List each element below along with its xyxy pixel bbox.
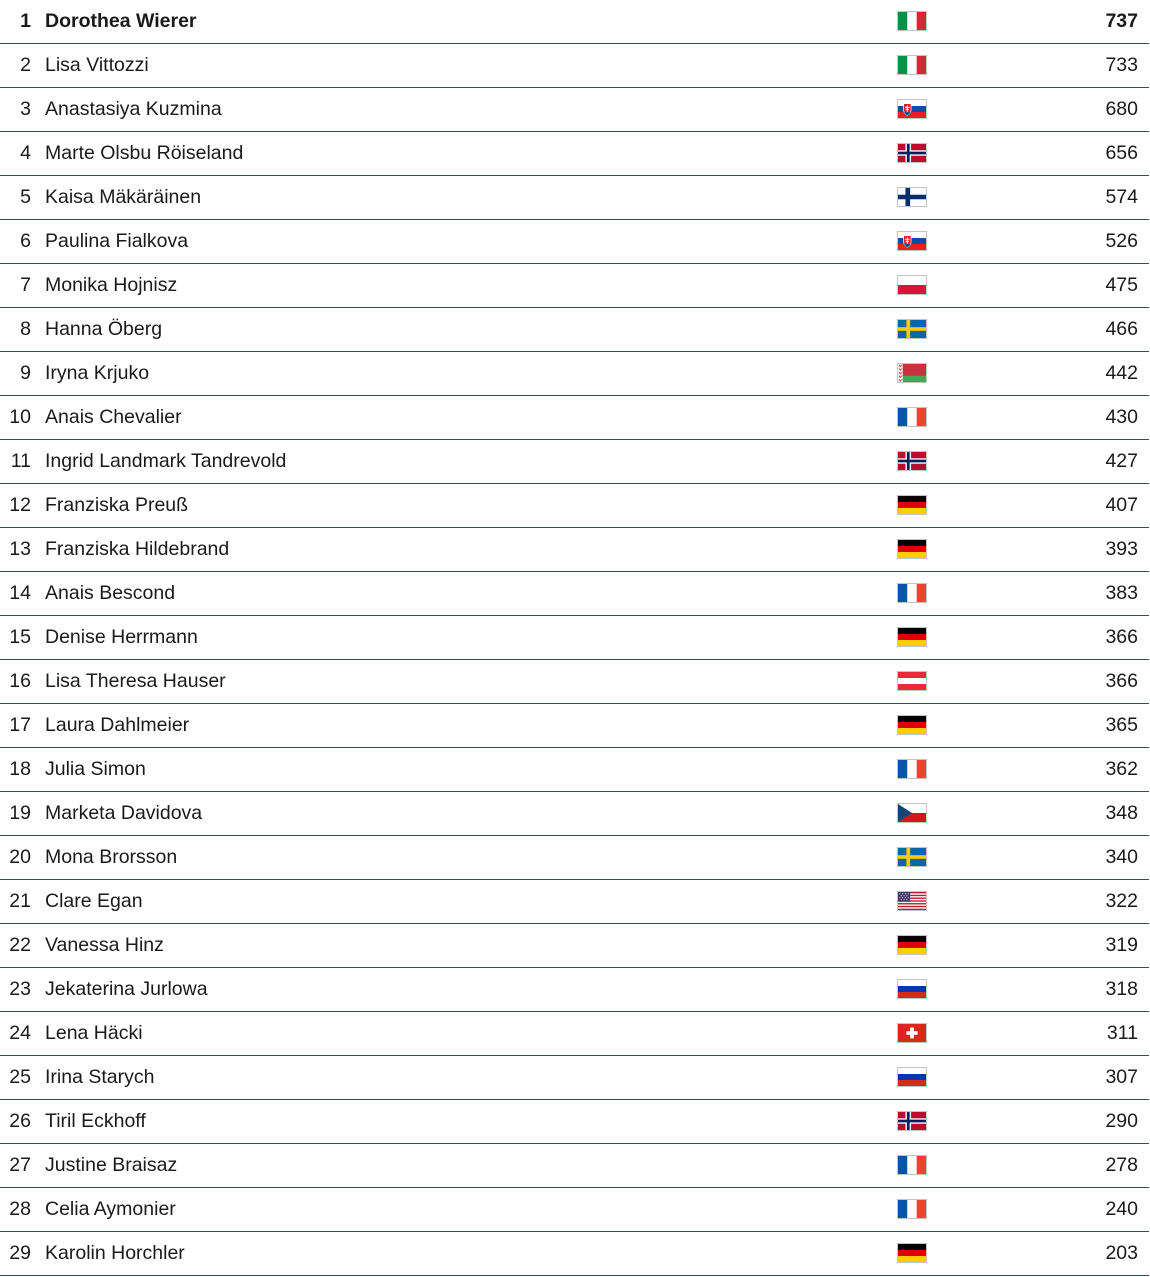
rank-cell: 3 (20, 98, 31, 120)
table-row (0, 1144, 1149, 1188)
athlete-name: Kaisa Mäkäräinen (45, 186, 202, 208)
table-row (0, 484, 1149, 528)
points-cell: 733 (1105, 54, 1138, 76)
rank-cell: 20 (9, 846, 31, 868)
rank-cell: 5 (20, 186, 31, 208)
russia-flag-icon (897, 979, 927, 999)
rank-cell: 18 (9, 758, 31, 780)
rank-cell: 11 (10, 450, 31, 472)
italy-flag-icon (897, 11, 927, 31)
norway-flag-icon (897, 1111, 927, 1131)
germany-flag-icon (897, 715, 927, 735)
points-cell: 318 (1105, 978, 1138, 1000)
table-row (0, 748, 1149, 792)
athlete-name: Lena Häcki (45, 1022, 143, 1044)
points-cell: 526 (1105, 230, 1138, 252)
points-cell: 311 (1106, 1022, 1138, 1044)
rank-cell: 12 (9, 494, 31, 516)
points-cell: 290 (1105, 1110, 1138, 1132)
rank-cell: 19 (9, 802, 31, 824)
athlete-name: Paulina Fialkova (45, 230, 189, 252)
table-row (0, 924, 1149, 968)
points-cell: 656 (1105, 142, 1138, 164)
norway-flag-icon (897, 451, 927, 471)
slovakia-flag-icon (897, 231, 927, 251)
table-row (0, 1100, 1149, 1144)
rank-cell: 1 (20, 10, 31, 32)
points-cell: 340 (1105, 846, 1138, 868)
table-row (0, 660, 1149, 704)
belarus-flag-icon (897, 363, 927, 383)
points-cell: 475 (1105, 274, 1138, 296)
table-row (0, 88, 1149, 132)
russia-flag-icon (897, 1067, 927, 1087)
points-cell: 278 (1105, 1154, 1138, 1176)
points-cell: 393 (1105, 538, 1138, 560)
athlete-name: Marketa Davidova (45, 802, 203, 824)
germany-flag-icon (897, 627, 927, 647)
italy-flag-icon (897, 55, 927, 75)
germany-flag-icon (897, 539, 927, 559)
athlete-name: Lisa Theresa Hauser (45, 670, 226, 692)
table-row (0, 616, 1149, 660)
athlete-name: Dorothea Wierer (45, 10, 197, 32)
table-row (0, 1012, 1149, 1056)
points-cell: 427 (1105, 450, 1138, 472)
points-cell: 442 (1105, 362, 1138, 384)
norway-flag-icon (897, 143, 927, 163)
table-row (0, 880, 1149, 924)
table-row (0, 132, 1149, 176)
rank-cell: 22 (9, 934, 31, 956)
table-row (0, 968, 1149, 1012)
france-flag-icon (897, 583, 927, 603)
points-cell: 203 (1105, 1242, 1138, 1264)
rank-cell: 8 (20, 318, 31, 340)
athlete-name: Anais Chevalier (45, 406, 182, 428)
athlete-name: Ingrid Landmark Tandrevold (45, 450, 287, 472)
rank-cell: 27 (9, 1154, 31, 1176)
rank-cell: 13 (9, 538, 31, 560)
rank-cell: 16 (9, 670, 31, 692)
sweden-flag-icon (897, 847, 927, 867)
table-row (0, 264, 1149, 308)
table-row (0, 1232, 1149, 1276)
athlete-name: Anastasiya Kuzmina (45, 98, 222, 120)
points-cell: 348 (1105, 802, 1138, 824)
table-row (0, 176, 1149, 220)
rank-cell: 26 (9, 1110, 31, 1132)
switzerland-flag-icon (897, 1023, 927, 1043)
rank-cell: 17 (9, 714, 31, 736)
france-flag-icon (897, 759, 927, 779)
points-cell: 430 (1105, 406, 1138, 428)
athlete-name: Julia Simon (45, 758, 146, 780)
germany-flag-icon (897, 495, 927, 515)
austria-flag-icon (897, 671, 927, 691)
athlete-name: Franziska Hildebrand (45, 538, 230, 560)
rank-cell: 25 (9, 1066, 31, 1088)
rank-cell: 28 (9, 1198, 31, 1220)
rank-cell: 7 (20, 274, 31, 296)
athlete-name: Lisa Vittozzi (45, 54, 149, 76)
sweden-flag-icon (897, 319, 927, 339)
table-row (0, 1056, 1149, 1100)
usa-flag-icon (897, 891, 927, 911)
rank-cell: 15 (9, 626, 31, 648)
points-cell: 307 (1105, 1066, 1138, 1088)
table-row (0, 0, 1149, 44)
points-cell: 240 (1105, 1198, 1138, 1220)
points-cell: 319 (1105, 934, 1138, 956)
rank-cell: 4 (20, 142, 31, 164)
athlete-name: Marte Olsbu Röiseland (45, 142, 244, 164)
rank-cell: 9 (20, 362, 31, 384)
table-row (0, 44, 1149, 88)
poland-flag-icon (897, 275, 927, 295)
athlete-name: Franziska Preuß (45, 494, 189, 516)
athlete-name: Laura Dahlmeier (45, 714, 190, 736)
czech-flag-icon (897, 803, 927, 823)
table-row (0, 572, 1149, 616)
rank-cell: 23 (9, 978, 31, 1000)
table-row (0, 352, 1149, 396)
germany-flag-icon (897, 1243, 927, 1263)
athlete-name: Denise Herrmann (45, 626, 198, 648)
rank-cell: 21 (9, 890, 31, 912)
athlete-name: Iryna Krjuko (45, 362, 150, 384)
germany-flag-icon (897, 935, 927, 955)
points-cell: 322 (1105, 890, 1138, 912)
table-row (0, 836, 1149, 880)
points-cell: 365 (1105, 714, 1138, 736)
table-row (0, 396, 1149, 440)
points-cell: 407 (1105, 494, 1138, 516)
rank-cell: 14 (9, 582, 31, 604)
slovakia-flag-icon (897, 99, 927, 119)
athlete-name: Monika Hojnisz (45, 274, 178, 296)
rank-cell: 6 (20, 230, 31, 252)
athlete-name: Jekaterina Jurlowa (45, 978, 208, 1000)
points-cell: 366 (1105, 626, 1138, 648)
points-cell: 383 (1105, 582, 1138, 604)
table-row (0, 1188, 1149, 1232)
france-flag-icon (897, 1155, 927, 1175)
points-cell: 737 (1105, 10, 1138, 32)
points-cell: 680 (1105, 98, 1138, 120)
table-row (0, 220, 1149, 264)
rank-cell: 24 (9, 1022, 31, 1044)
athlete-name: Mona Brorsson (45, 846, 178, 868)
athlete-name: Anais Bescond (45, 582, 176, 604)
athlete-name: Vanessa Hinz (45, 934, 164, 956)
athlete-name: Tiril Eckhoff (45, 1110, 146, 1132)
table-row (0, 440, 1149, 484)
table-row (0, 528, 1149, 572)
athlete-name: Irina Starych (45, 1066, 155, 1088)
table-row (0, 308, 1149, 352)
points-cell: 466 (1105, 318, 1138, 340)
points-cell: 362 (1105, 758, 1138, 780)
points-cell: 366 (1105, 670, 1138, 692)
athlete-name: Clare Egan (45, 890, 143, 912)
table-row (0, 704, 1149, 748)
athlete-name: Hanna Öberg (45, 318, 163, 340)
table-row (0, 792, 1149, 836)
points-cell: 574 (1105, 186, 1138, 208)
athlete-name: Justine Braisaz (45, 1154, 178, 1176)
france-flag-icon (897, 407, 927, 427)
rank-cell: 10 (9, 406, 31, 428)
athlete-name: Karolin Horchler (45, 1242, 185, 1264)
france-flag-icon (897, 1199, 927, 1219)
rank-cell: 2 (20, 54, 31, 76)
rank-cell: 29 (9, 1242, 31, 1264)
finland-flag-icon (897, 187, 927, 207)
athlete-name: Celia Aymonier (45, 1198, 176, 1220)
